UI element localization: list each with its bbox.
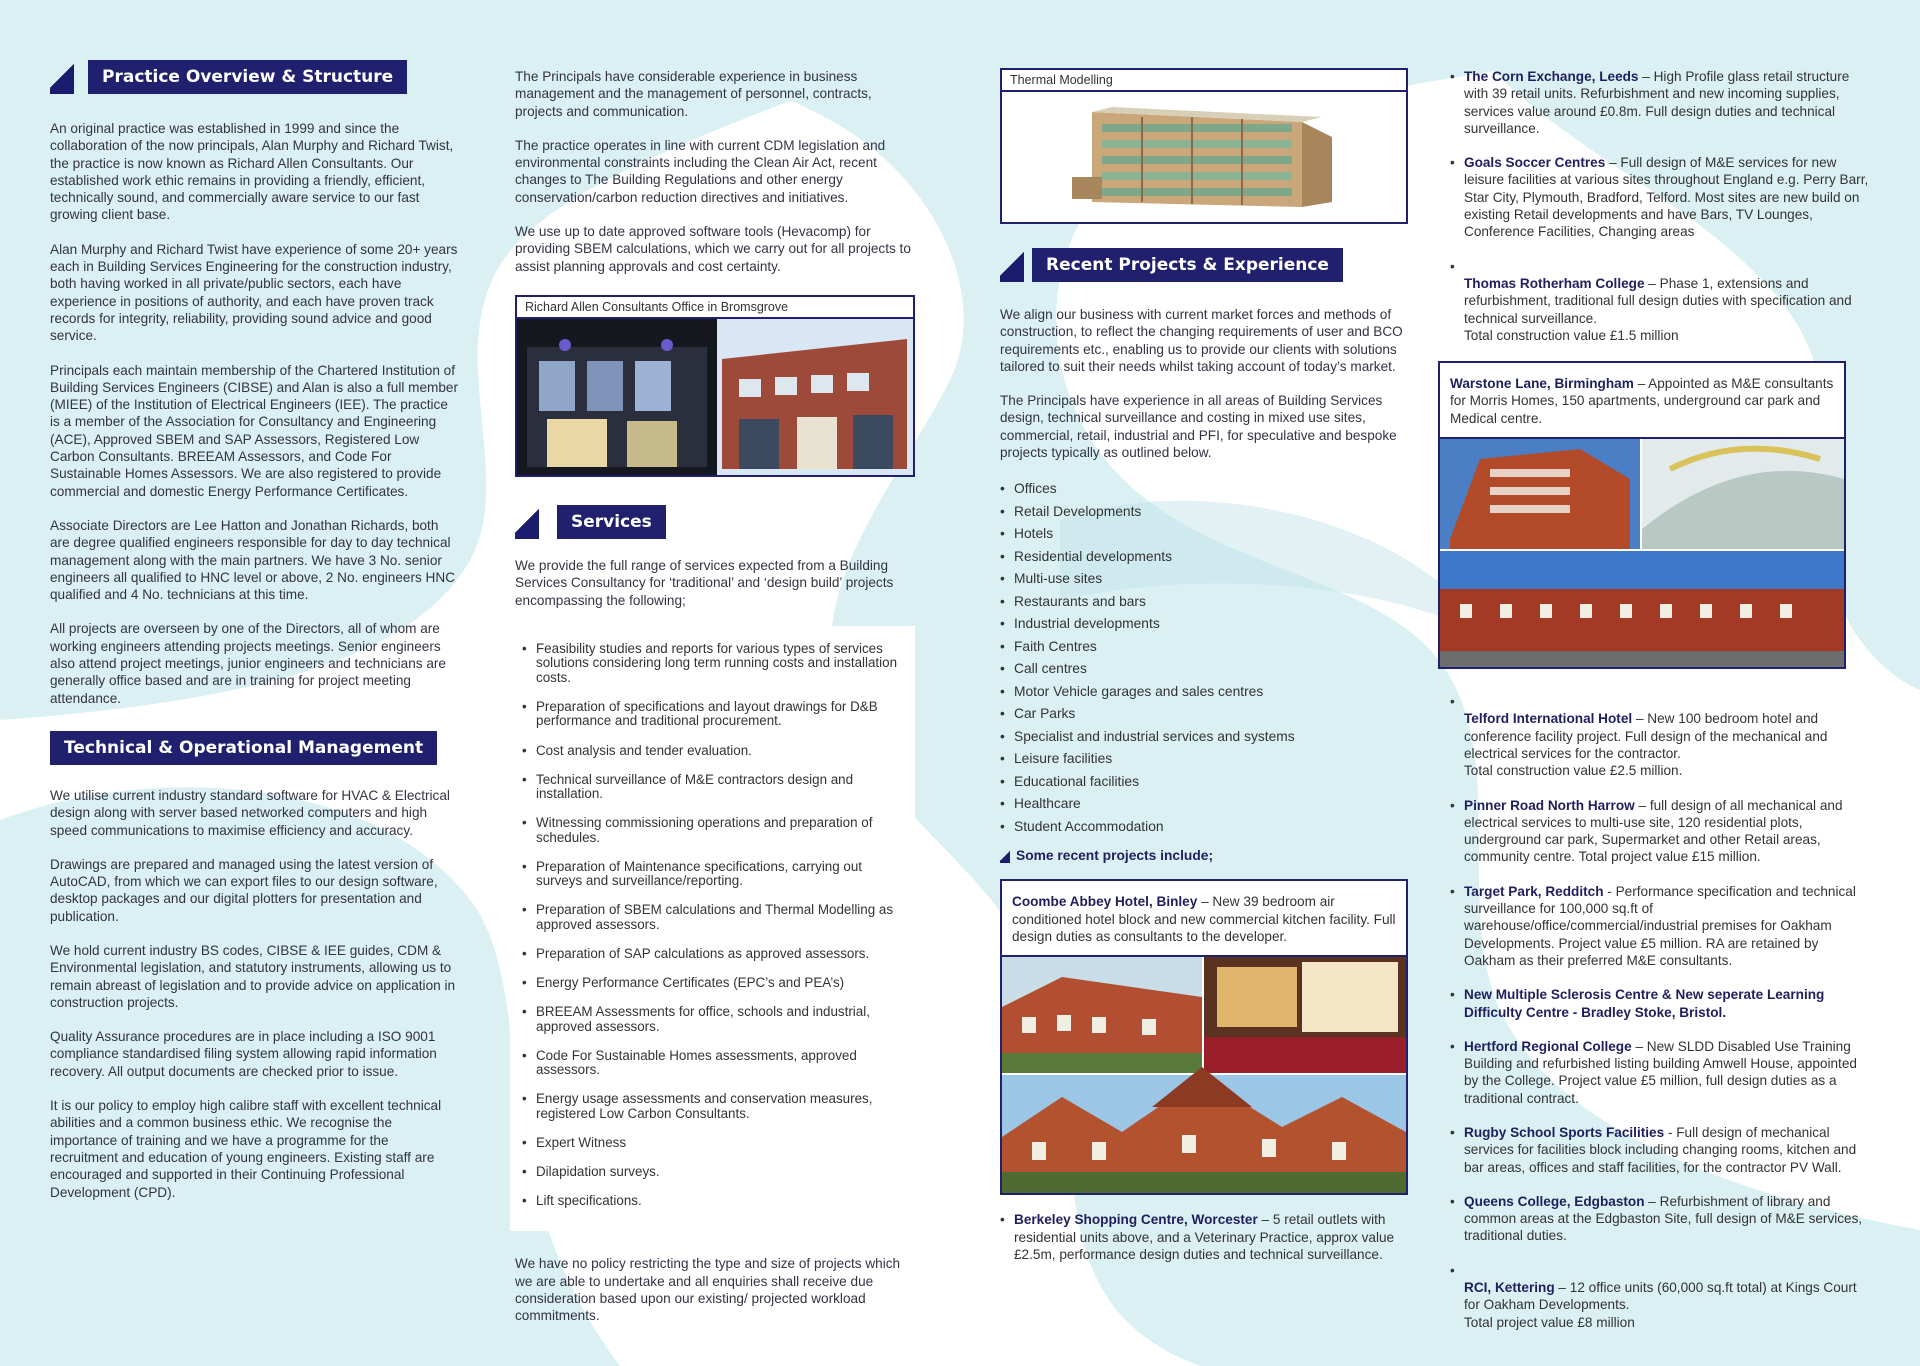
project-desc: - Full design of mechanical services for facilities block including changing rooms, kitchen and bar areas, offices and staff facilities, for the contractor PV Wall. [1464,1124,1857,1175]
project-item [1450,154,1870,240]
services-heading-block [515,503,920,541]
service-item: • Cost analysis and tender evaluation. [522,744,905,759]
project-item [1450,1124,1870,1176]
services-list-box [510,626,915,1231]
project-desc: – Phase 1, extensions and refurbishment, traditional full design duties with specification and technical surveillance. Total construction value £1.5 million [1464,275,1852,343]
paragraph-market-forces: We align our business with current market forces and methods of construction, to reflect the changing requirements of user and BCO requirements etc., enabling us to provide our clients with solutions tailored to suit their needs whilst taking account of today’s market. [1000,307,1403,374]
project-item [1450,986,1870,1021]
paragraph-memberships: Principals each maintain membership of the Chartered Institution of Building Services Engineers (CIBSE) and Alan is also a full member (MIEE) of the Institution of Electrical Engineers (IEE). The practice is a member of the Association for Consultancy and Engineering (ACE), Approved SBEM and SAP Assessors, Registered Low Carbon Consultants. BREEAM Assessors, and Code For Sustainable Homes Assessors. We are also registered to provide commercial and domestic Energy Performance Certificates. [50,362,459,499]
project-item [1450,797,1870,866]
thermal-model-image [1002,92,1406,222]
project-desc: – High Profile glass retail structure with 39 retail units. Refurbishment and new incoming supplies, services value around £0.8m. Full design duties and technical surveillance. [1464,69,1850,136]
paragraph-services-intro: We provide the full range of services expected from a Building Services Consultancy for ‘traditional’ and ‘design build’ projects encompassing the following; [515,557,894,608]
service-item: • BREEAM Assessments for office, schools and industrial, approved assessors. [522,1005,905,1034]
coombe-abbey-box [1000,879,1408,1195]
project-desc: – New 100 bedroom hotel and conference facility project. Full design of the mechanical and electrical services for the contractor. Total construction value £2.5 million. [1464,711,1828,779]
berkeley-title: Berkeley Shopping Centre, Worcester [1014,1212,1258,1228]
service-item: • Witnessing commissioning operations and preparation of schedules. [522,816,905,845]
project-desc: - Performance specification and technical surveillance for 100,000 sq.ft of warehouse/office/commercial/industrial premises for Oakham Developments. Project value £5 million. RA are retained by Oakham as their preferred M&E consultants. [1464,883,1856,968]
sector-item: • Industrial developments [1000,613,1410,636]
coombe-abbey-photo [1002,957,1406,1193]
project-desc: – Refurbishment of library and common areas at the Edgbaston Site, full design of M&E services, traditional duties. [1464,1193,1863,1244]
service-item: • Preparation of specifications and layout drawings for D&B performance and traditional procurement. [522,700,905,729]
service-item: • Preparation of Maintenance specifications, carrying out surveys and surveillance/reporting. [522,860,905,889]
berkeley-desc: – 5 retail outlets with residential units above, and a Veterinary Practice, approx value £2.5m, performance design duties and technical surveillance. [1014,1212,1395,1262]
coombe-abbey-title: Coombe Abbey Hotel, Binley [1012,894,1198,910]
service-item: • Energy Performance Certificates (EPC’s and PEA’s) [522,976,905,991]
paragraph-codes: We hold current industry BS codes, CIBSE & IEE guides, CDM & Environmental legislation, and statutory instruments, allowing us to remain abreast of legislation and to provide advice on application in construction projects. [50,942,456,1010]
sector-item: • Multi-use sites [1000,568,1410,591]
berkeley-project [1000,1211,1410,1263]
thermal-modelling-box [1000,68,1408,224]
sector-item: • Residential developments [1000,546,1410,569]
warstone-lane-text [1440,363,1844,439]
services-heading: Services [557,505,666,539]
column-management-services [515,68,920,1341]
paragraph-history: An original practice was established in 1999 and since the collaboration of the now principals, Alan Murphy and Richard Twist, the practice is now known as Richard Allen Consultants. Our established work ethic remains in providing a friendly, efficient, technically sound, and commercially aware service to our fast growing client base. [50,121,454,223]
sector-item: • Student Accommodation [1000,816,1410,839]
service-item: • Energy usage assessments and conservation measures, registered Low Carbon Consultants. [522,1092,905,1121]
column-projects-list [1450,68,1870,1348]
practice-overview-heading: Practice Overview & Structure [88,60,407,94]
paragraph-business-management: The Principals have considerable experience in business management and the management of personnel, contracts, projects and communication. [515,69,872,119]
sector-item: • Faith Centres [1000,636,1410,659]
service-item: • Lift specifications. [522,1194,905,1209]
project-title: Pinner Road North Harrow [1464,797,1635,813]
paragraph-sbem: We use up to date approved software tools (Hevacomp) for providing SBEM calculations, which we carry out for all projects to assist planning approvals and cost certainty. [515,224,911,274]
spacer [1450,669,1870,693]
project-title: RCI, Kettering [1464,1280,1555,1296]
paragraph-associates: Associate Directors are Lee Hatton and Jonathan Richards, both are degree qualified engineers responsible for day to day technical management along with the main partners. We have 3 No. senior engineers all qualified to HNC level or above, 2 No. engineers HNC qualified and 4 No. technicians at this time. [50,517,456,603]
project-title: Queens College, Edgbaston [1464,1193,1645,1209]
paragraph-quality: Quality Assurance procedures are in place including a ISO 9001 compliance standardised filing system allowing rapid information recovery. All output documents are checked prior to issue. [50,1029,437,1079]
recent-projects-heading-block [1000,246,1410,284]
practice-overview-heading-block [50,58,460,96]
recent-projects-subheading-text: Some recent projects include; [1016,848,1214,864]
sector-item: • Car Parks [1000,703,1410,726]
service-item: • Expert Witness [522,1136,905,1151]
project-desc: – New SLDD Disabled Use Training Building and refurbished listing building Amwell House, appointed by the College. Project value £5 million, full design duties as a traditional contract. [1464,1038,1857,1106]
project-desc: – 12 office units (60,000 sq.ft total) at Kings Court for Oakham Developments. Total project value £8 million [1464,1280,1857,1330]
paragraph-staff: It is our policy to employ high calibre staff with excellent technical abilities and a common business ethic. We recognise the importance of training and we have a programme for the recruitment and education of young engineers. Existing staff are encouraged and supported in their Continuing Professional Development (CPD). [50,1098,442,1200]
paragraph-drawings: Drawings are prepared and managed using the latest version of AutoCAD, from which we can export files to our design software, desktop packages and our digital plotters for presentation and publication. [50,856,438,924]
column-practice-overview [50,58,460,1218]
warstone-lane-photo [1440,439,1844,667]
project-desc: – full design of all mechanical and electrical services to multi-use site, 120 residential plots, underground car park, Supermarket and other Retail areas, community centre. Total project value £15 million. [1464,797,1843,865]
heading-flag-icon [1000,246,1024,282]
service-item: • Technical surveillance of M&E contractors design and installation. [522,773,905,802]
sector-item: • Hotels [1000,523,1410,546]
project-item [1450,693,1870,779]
project-title: Goals Soccer Centres [1464,155,1606,171]
sectors-list [1000,478,1410,838]
warstone-lane-desc: – Appointed as M&E consultants for Morris Homes, 150 apartments, underground car park and Medical centre. [1450,376,1834,426]
project-desc: – Full design of M&E services for new leisure facilities at various sites throughout England e.g. Perry Barr, Star City, Plymouth, Bradford, Telford. Most sites are new build on existing Retail developments and have Bars, TV Lounges, Conference Facilities, Changing areas [1464,155,1869,240]
service-item: • Feasibility studies and reports for various types of services solutions considering long term running costs and installation costs. [522,642,905,686]
project-item [1450,883,1870,969]
service-item: • Code For Sustainable Homes assessments, approved assessors. [522,1049,905,1078]
heading-flag-icon [515,503,539,539]
sector-item: • Retail Developments [1000,501,1410,524]
service-item: • Dilapidation surveys. [522,1165,905,1180]
services-list [522,642,905,1209]
office-photo-caption: Richard Allen Consultants Office in Bromsgrove [517,297,913,319]
heading-flag-icon [50,58,74,94]
technical-heading-block [50,729,460,767]
coombe-abbey-desc: – New 39 bedroom air conditioned hotel block and new commercial kitchen facility. Full design duties as consultants to the developer. [1012,894,1396,944]
project-item [1450,1193,1870,1245]
project-item [1450,1038,1870,1107]
sector-item: • Restaurants and bars [1000,591,1410,614]
sector-item: • Call centres [1000,658,1410,681]
office-photo [517,319,913,475]
sector-item: • Educational facilities [1000,771,1410,794]
paragraph-principals: Alan Murphy and Richard Twist have experience of some 20+ years each in Building Services Engineering for the construction industry, both having worked in all private/public sectors, each have experience in positions of authority, and each have proven track records for integrity, reliability, providing sound advice and good service. [50,241,458,344]
triangle-icon [1000,849,1010,863]
paragraph-no-policy: We have no policy restricting the type and size of projects which we are able to undertake and all enquiries shall receive due consideration based upon our existing/ projected workload commitments. [515,1256,901,1324]
office-photo-box [515,295,915,477]
recent-projects-subheading [1000,848,1410,863]
sector-item: • Motor Vehicle garages and sales centres [1000,681,1410,704]
project-title: Thomas Rotherham College [1464,275,1645,291]
sector-item: • Specialist and industrial services and systems [1000,726,1410,749]
service-item: • Preparation of SBEM calculations and Thermal Modelling as approved assessors. [522,903,905,932]
sector-item: • Healthcare [1000,793,1410,816]
project-title: New Multiple Sclerosis Centre & New seperate Learning Difficulty Centre - Bradley Stoke, Bristol. [1464,987,1825,1020]
paragraph-oversight: All projects are overseen by one of the Directors, all of whom are working engineers attending projects meetings. Senior engineers also attend project meetings, junior engineers and technicians are generally office based and are in training for project meeting attendance. [50,621,446,706]
paragraph-software: We utilise current industry standard software for HVAC & Electrical design along with server based networked computers and high speed communications to maximise efficiency and accuracy. [50,787,450,838]
project-title: Hertford Regional College [1464,1038,1632,1054]
project-title: Target Park, Redditch [1464,883,1604,899]
project-item [1450,1262,1870,1331]
project-title: Telford International Hotel [1464,711,1633,727]
technical-management-heading: Technical & Operational Management [50,731,437,765]
warstone-lane-title: Warstone Lane, Birmingham [1450,376,1634,392]
project-item [1450,258,1870,344]
column-recent-projects [1000,68,1410,1280]
recent-projects-heading: Recent Projects & Experience [1032,248,1343,282]
service-item: • Preparation of SAP calculations as approved assessors. [522,947,905,962]
project-title: Rugby School Sports Facilities [1464,1124,1665,1140]
sector-item: • Offices [1000,478,1410,501]
thermal-modelling-caption: Thermal Modelling [1002,70,1406,92]
sector-item: • Leisure facilities [1000,748,1410,771]
paragraph-experience-areas: The Principals have experience in all areas of Building Services design, technical surveillance and costing in mixed use sites, commercial, retail, industrial and PFI, for speculative and bespoke projects typically as outlined below. [1000,393,1397,461]
coombe-abbey-text [1002,881,1406,957]
paragraph-cdm: The practice operates in line with current CDM legislation and environmental constraints including the Clean Air Act, recent changes to The Building Regulations and other energy conservation/carbon reduction directives and initiatives. [515,137,886,205]
warstone-lane-box [1438,361,1846,669]
project-item [1450,68,1870,137]
project-title: The Corn Exchange, Leeds [1464,69,1639,84]
